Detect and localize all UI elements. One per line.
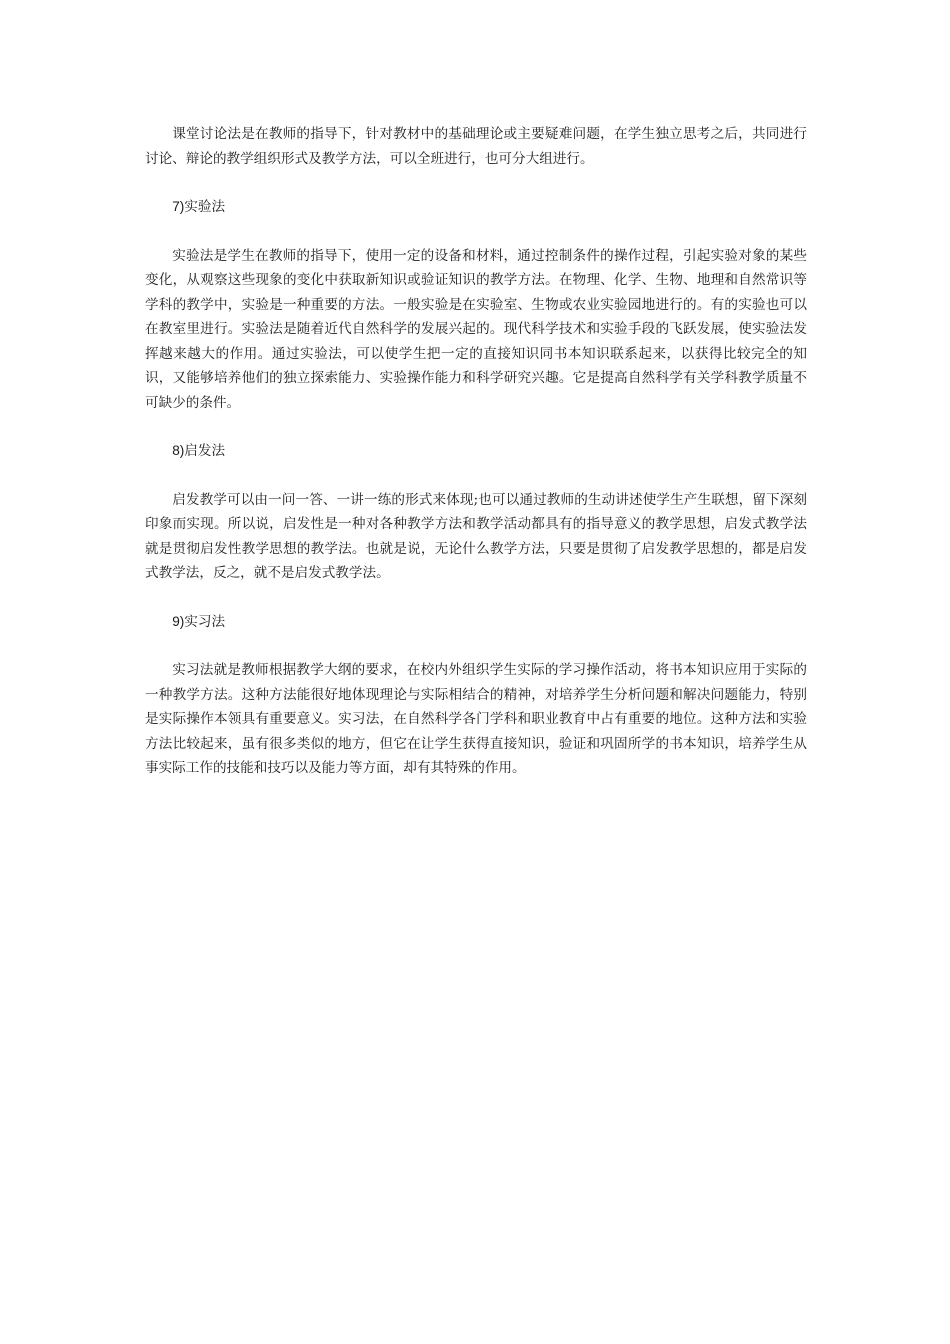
paragraph-heuristic-method: 启发教学可以由一问一答、一讲一练的形式来体现;也可以通过教师的生动讲述使学生产生联想，留下深刻印象而实现。所以说，启发性是一种对各种教学方法和教学活动都具有的指导意义的教学思想，启发式教学法就是贯彻启发性教学思想的教学法。也就是说，无论什么教学方法，只要是贯彻了启发教学思想的，都是启发式教学法，反之，就不是启发式教学法。: [145, 491, 807, 581]
paragraph-classroom-discussion: 课堂讨论法是在教师的指导下，针对教材中的基础理论或主要疑难问题，在学生独立思考之后，共同进行讨论、辩论的教学组织形式及教学方法，可以全班进行，也可分大组进行。: [145, 126, 807, 167]
heading-heuristic-method: 8)启发法: [172, 443, 226, 458]
heading-experiment-method: 7)实验法: [172, 199, 226, 214]
heading-practice-method: 9)实习法: [172, 613, 226, 629]
document-body: [145, 122, 807, 805]
paragraph-practice-method: 实习法就是教师根据教学大纲的要求，在校内外组织学生实际的学习操作活动，将书本知识应用于实际的一种教学方法。这种方法能很好地体现理论与实际相结合的精神，对培养学生分析问题和解决问题能力，特别是实际操作本领具有重要意义。实习法，在自然科学各门学科和职业教育中占有重要的地位。这种方法和实验方法比较起来，虽有很多类似的地方，但它在让学生获得直接知识，验证和巩固所学的书本知识，培养学生从事实际工作的技能和技巧以及能力等方面，却有其特殊的作用。: [145, 662, 807, 776]
paragraph-experiment-method: 实验法是学生在教师的指导下，使用一定的设备和材料，通过控制条件的操作过程，引起实验对象的某些变化，从观察这些现象的变化中获取新知识或验证知识的教学方法。在物理、化学、生物、地理和自然常识等学科的教学中，实验是一种重要的方法。一般实验是在实验室、生物或农业实验园地进行的。有的实验也可以在教室里进行。实验法是随着近代自然科学的发展兴起的。现代科学技术和实验手段的飞跃发展，使实验法发挥越来越大的作用。通过实验法，可以使学生把一定的直接知识同书本知识联系起来，以获得比较完全的知识，又能够培养他们的独立探索能力、实验操作能力和科学研究兴趣。它是提高自然科学有关学科教学质量不可缺少的条件。: [145, 247, 807, 411]
